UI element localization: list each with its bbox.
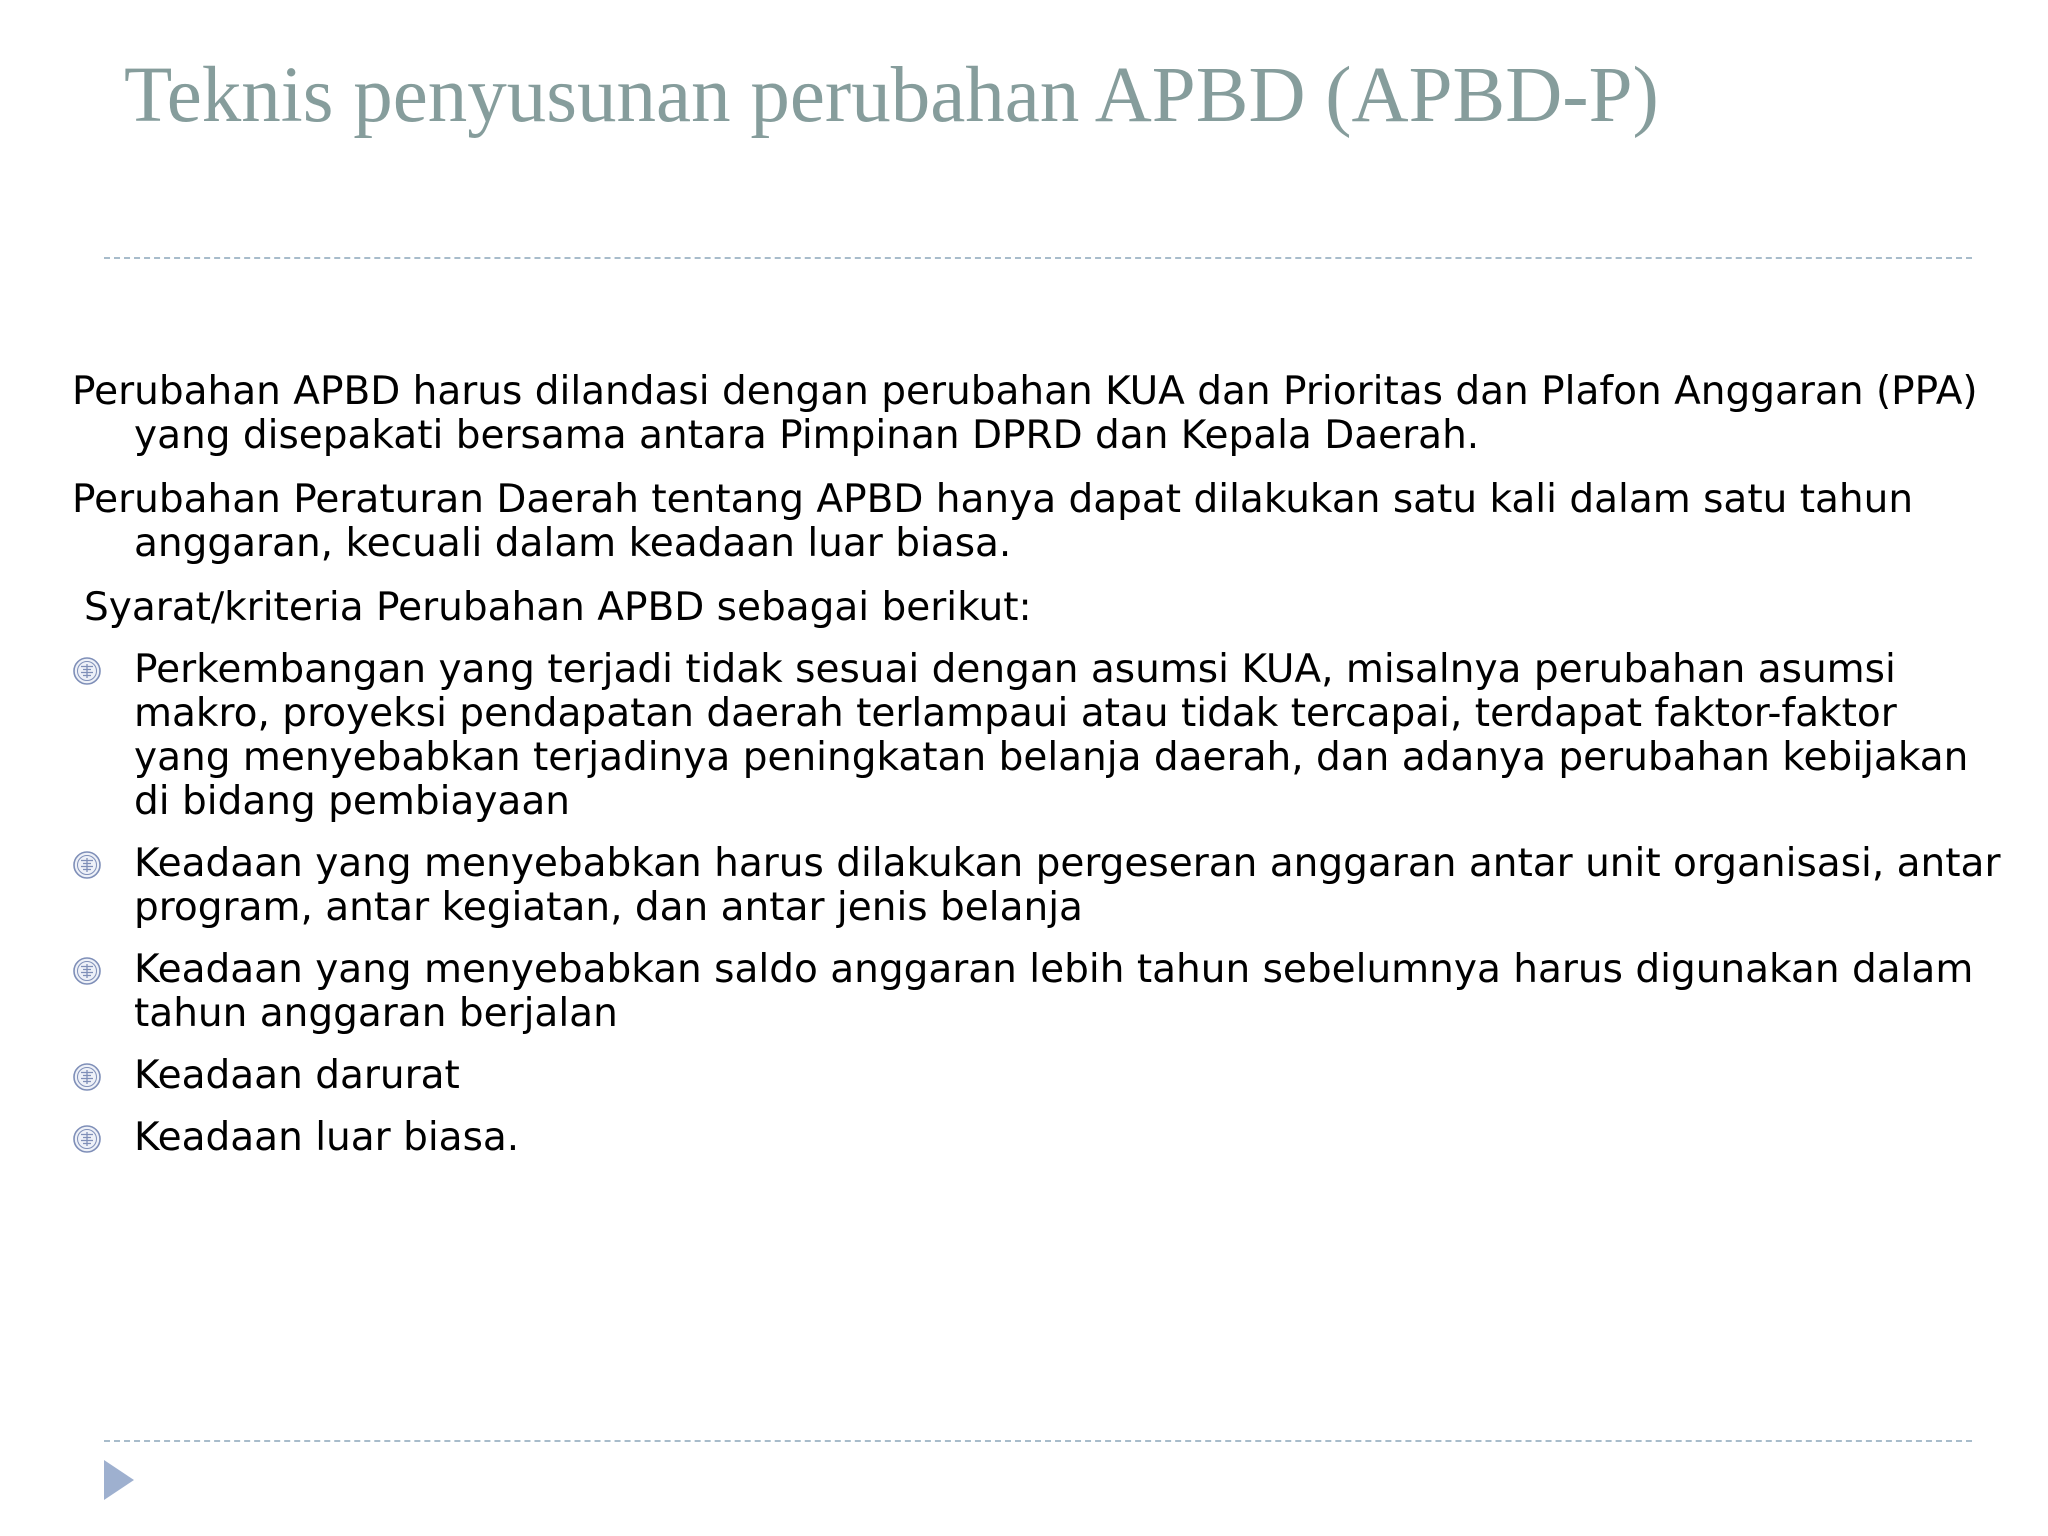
criteria-lead: Syarat/kriteria Perubahan APBD sebagai berikut: [84,585,1032,630]
bullet-icon [72,656,102,686]
bullet-icon [72,850,102,880]
list-item [72,1054,2002,1098]
bottom-divider [104,1440,1972,1442]
slide-title: Teknis penyusunan perubahan APBD (APBD-P) [124,52,1659,139]
list-item-text: Keadaan yang menyebabkan harus dilakukan pergeseran anggaran antar unit organisasi, antar program, antar kegiatan, dan antar jenis belanja [134,841,2001,930]
criteria-list [72,648,2002,1160]
slide-body [72,370,2002,1178]
paragraph-2: Perubahan Peraturan Daerah tentang APBD hanya dapat dilakukan satu kali dalam satu tahun anggaran, kecuali dalam keadaan luar biasa. [72,477,1914,566]
list-item-text: Keadaan luar biasa. [134,1115,520,1160]
paragraph-1: Perubahan APBD harus dilandasi dengan perubahan KUA dan Prioritas dan Plafon Anggaran (PPA) yang disepakati bersama antara Pimpinan DPRD dan Kepala Daerah. [72,369,1978,458]
list-item-text: Keadaan darurat [134,1053,460,1098]
top-divider [104,257,1972,259]
bullet-icon [72,1062,102,1092]
list-item [72,948,2002,1036]
list-item-text: Keadaan yang menyebabkan saldo anggaran lebih tahun sebelumnya harus digunakan dalam tahun anggaran berjalan [134,947,1974,1036]
bullet-icon [72,1124,102,1154]
list-item [72,842,2002,930]
triangle-right-icon[interactable] [102,1458,136,1502]
list-item-text: Perkembangan yang terjadi tidak sesuai dengan asumsi KUA, misalnya perubahan asumsi makro, proyeksi pendapatan daerah terlampaui atau tidak tercapai, terdapat faktor-faktor yang menyebabkan terjadinya peningkatan belanja daerah, dan adanya perubahan kebijakan di bidang pembiayaan [134,647,1969,824]
list-item [72,648,2002,824]
bullet-icon [72,956,102,986]
list-item [72,1116,2002,1160]
